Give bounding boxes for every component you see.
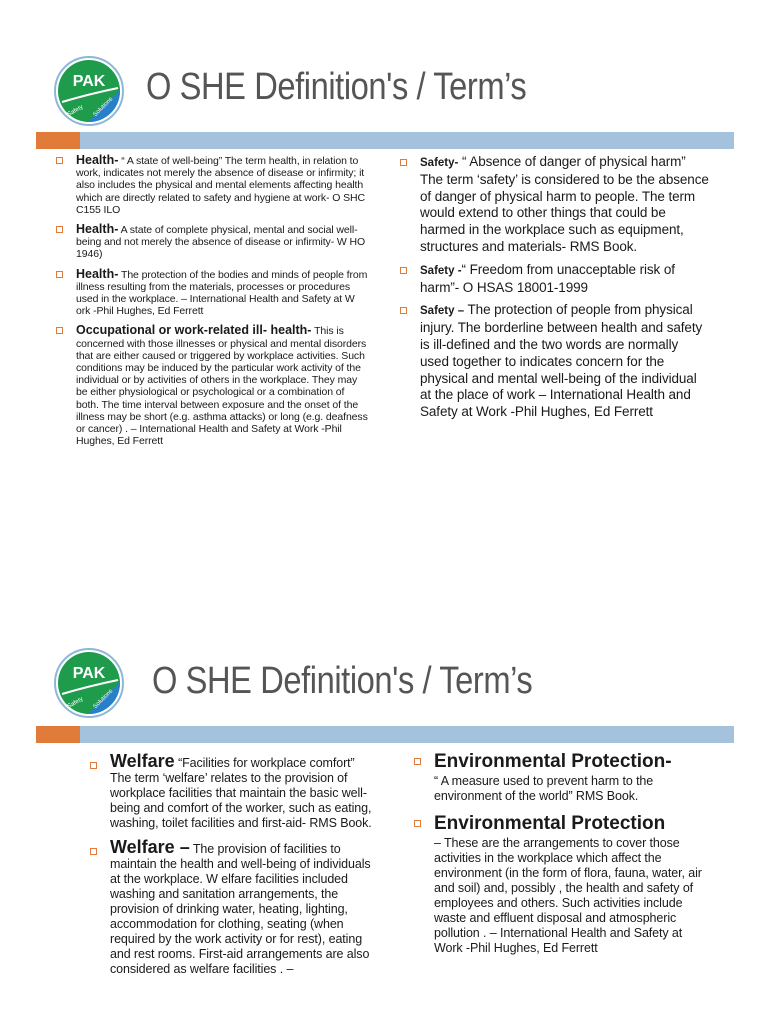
list-item <box>412 812 702 956</box>
bullet-icon <box>414 820 421 827</box>
logo-subtext-right: Solutions <box>92 96 115 119</box>
term-heading: Safety- <box>420 157 459 169</box>
slide-title: O SHE Definition's / Term’s <box>146 66 527 108</box>
list-item <box>54 154 368 216</box>
logo-text: PAK <box>72 665 106 682</box>
list-item <box>54 268 368 318</box>
term-definition: “Facilities for workplace comfort” The term ‘welfare’ relates to the provision of workplace facilities that maintain the basic well-being and comfort of the worker, such as eating, washing, toilet facilities and first-aid- RMS Book. <box>110 756 372 830</box>
term-heading: Welfare – <box>110 837 190 857</box>
bullet-icon <box>90 762 97 769</box>
right-column <box>398 154 710 427</box>
right-column <box>412 750 702 964</box>
term-heading: Health- <box>76 153 119 167</box>
bullet-icon <box>90 848 97 855</box>
logo-subtext-left: Safety <box>66 104 85 118</box>
list-item <box>398 262 710 297</box>
bullet-icon <box>400 159 407 166</box>
list-item <box>398 302 710 421</box>
term-definition: This is concerned with those illnesses or physical and mental disorders that are either caused or triggered by workplace activities. Such conditions may be induced by the particular work activity of the individual or by activities of others in the workplace. They may be either physiological or psychological or a combination of both. The time interval between exposure and the onset of the illness may be short (e.g. asthma attacks) or long (e.g. deafness or cancer) . – International Health and Safety at Work -Phil Hughes, Ed Ferrett <box>76 325 368 448</box>
slide-2 <box>0 640 768 1024</box>
list-item <box>412 750 702 804</box>
bullet-icon <box>56 327 63 334</box>
term-heading: Safety - <box>420 264 462 277</box>
left-column <box>88 751 372 986</box>
pak-logo <box>54 648 124 718</box>
term-heading: Health- <box>76 222 119 237</box>
logo-subtext-right: Solutions <box>92 688 115 711</box>
list-item <box>88 837 372 977</box>
list-item <box>398 154 710 256</box>
pak-logo <box>54 56 124 126</box>
list-item <box>54 223 368 261</box>
term-definition: “ A state of well-being” The term health, in relation to work, indicates not merely the absence of disease or infirmity; it also includes the physical and mental elements affecting health which are directly related to safety and hygiene at work- O SHC C155 ILO <box>76 155 366 216</box>
term-heading: Welfare <box>110 751 175 771</box>
term-heading: Health- <box>76 266 119 281</box>
accent-bar-blue <box>80 726 734 743</box>
term-definition: A state of complete physical, mental and social well-being and not merely the absence of disease or infirmity- W HO 1946) <box>76 224 366 261</box>
bullet-icon <box>56 226 63 233</box>
pak-logo-icon <box>56 58 122 124</box>
list-item <box>88 751 372 831</box>
term-definition: “ A measure used to prevent harm to the environment of the world” RMS Book. <box>434 774 654 803</box>
term-definition: The protection of the bodies and minds of people from illness resulting from the materials, processes or procedures used in the workplace. – International Health and Safety at W ork -Phil Hughes, Ed Ferrett <box>76 268 368 318</box>
accent-bar-orange <box>36 132 80 149</box>
term-definition: The provision of facilities to maintain the health and well-being of individuals at the workplace. W elfare facilities included washing and sanitation arrangements, the provision of drinking water, heating, lighting, accommodation for clothing, seating (when required by the work activity or for rest), eating and rest rooms. First-aid arrangements are also considered as welfare facilities . – <box>110 842 371 976</box>
pak-logo-icon <box>56 650 122 716</box>
logo-text: PAK <box>72 73 106 90</box>
term-heading: Occupational or work-related ill- health- <box>76 323 312 338</box>
accent-bar-orange <box>36 726 80 743</box>
slide-title: O SHE Definition's / Term’s <box>152 660 533 702</box>
term-definition: “ Absence of danger of physical harm” The term ‘safety’ is considered to be the absence of danger of physical harm to people. The term would extend to other things that could be harmed in the workplace such as equipment, structures and materials- RMS Book. <box>420 154 709 254</box>
bullet-icon <box>56 157 63 164</box>
bullet-icon <box>414 758 421 765</box>
accent-bar-blue <box>80 132 734 149</box>
term-definition: – These are the arrangements to cover those activities in the workplace which affect the environment (in the form of flora, fauna, water, air and soil) and, possibly , the health and safety of employees and others. Such activities include waste and effluent disposal and atmospheric pollution . – International Health and Safety at Work -Phil Hughes, Ed Ferrett <box>434 836 702 955</box>
term-heading: Environmental Protection <box>434 813 666 834</box>
logo-subtext-left: Safety <box>66 696 85 710</box>
list-item <box>54 324 368 447</box>
bullet-icon <box>400 267 407 274</box>
term-definition: The protection of people from physical injury. The borderline between health and safety is ill-defined and the two words are normally used together to indicates concern for the physical and mental well-being of the individual at the place of work – International Health and Safety at Work -Phil Hughes, Ed Ferrett <box>420 302 703 420</box>
term-heading: Safety – <box>420 305 465 318</box>
term-definition: “ Freedom from unacceptable risk of harm”- O HSAS 18001-1999 <box>420 261 675 295</box>
left-column <box>54 154 368 454</box>
term-heading: Environmental Protection- <box>434 751 672 772</box>
bullet-icon <box>400 307 407 314</box>
bullet-icon <box>56 271 63 278</box>
